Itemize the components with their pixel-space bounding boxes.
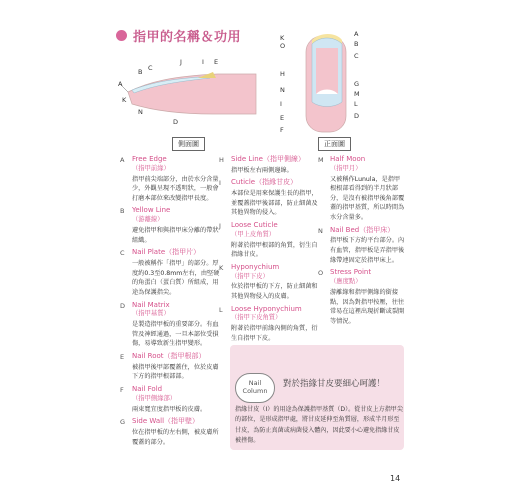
front-label-L: L	[354, 100, 358, 108]
side-view-diagram	[118, 52, 258, 137]
term-entry: J Loose Cuticle （甲上皮角質） 附著於指甲根部的角質，衍生自指緣甘皮。	[219, 221, 318, 259]
term-entry: L Loose Hyponychium （指甲下皮角質） 附著於指甲前緣內側的角質，衍生自指甲下皮。	[219, 304, 318, 342]
front-view-diagram	[280, 22, 380, 140]
bullet-dot-icon	[116, 30, 127, 41]
front-label-K: K	[280, 34, 285, 42]
front-label-F: F	[280, 126, 284, 134]
front-label-I: I	[280, 100, 282, 108]
front-label-B: B	[354, 40, 359, 48]
term-entry: B Yellow Line （游離線） 避免指甲和與指甲床分離的帶狀組織。	[120, 206, 219, 244]
term-entry: M Half Moon （指甲月） 又被稱作Lunula，是指甲根根部看得到的半月狀部分，是沒有被指甲後角部覆蓋的指甲基質，所以時間為水分含量多。	[318, 155, 405, 222]
front-view-label: 正面圖	[318, 137, 351, 151]
side-label-A: A	[118, 80, 123, 88]
page-number: 14	[390, 474, 401, 483]
page-title: 指甲的名稱＆功用	[133, 30, 242, 45]
terms-column-3	[318, 155, 406, 329]
front-label-A: A	[354, 30, 359, 38]
front-label-N: N	[280, 86, 285, 94]
front-label-G: G	[354, 80, 360, 88]
term-entry: A Free Edge （指甲前緣） 指甲前尖端部分，由於水分含量少，外觀呈現不透明狀，一般會打磨本部位來改變指甲長度。	[120, 155, 219, 202]
section-header	[116, 26, 241, 45]
side-view-label: 側面圖	[172, 137, 205, 151]
column-text: 指緣甘皮（I）的用途為保護指甲基質（D）。從甘皮上方指甲尖的部位，是形成指甲處，將甘皮延伸至角質層，形成半月形至甘皮，為防止真菌或病菌侵入體內，因此要小心避免指緣甘皮被挫傷。	[235, 406, 403, 445]
side-label-N: N	[138, 108, 143, 116]
front-label-D: D	[354, 112, 360, 120]
term-entry: F Nail Fold （指甲側緣部） 兩束寬宜度指甲板的皮膚。	[120, 384, 207, 413]
side-label-K: K	[122, 96, 127, 104]
side-label-I: I	[202, 58, 204, 66]
column-tag: Nail Column	[235, 373, 275, 403]
front-label-H: H	[280, 70, 285, 78]
front-label-M: M	[354, 90, 360, 98]
front-label-O: O	[280, 42, 286, 50]
side-label-E: E	[214, 58, 219, 66]
term-entry: E Nail Root（指甲根部） 被指甲後甲部覆蓋住，位於皮膚下方的指甲根部部。	[120, 351, 219, 381]
term-entry: H Side Line（指甲側線） 指甲板左右兩側邊線。	[219, 155, 305, 174]
terms-column-2	[219, 155, 319, 347]
side-label-D: D	[173, 118, 179, 126]
term-entry: D Nail Matrix （指甲基質） 是製造指甲板的重要部分。有血管及神經通過，一旦本部位受損傷，易導致新生指甲變形。	[120, 300, 219, 348]
term-entry: I Cuticle（指緣甘皮） 本部位是用來保護生長的指甲，並覆蓋指甲後部部，防止細菌及其他異物的侵入。	[219, 178, 318, 217]
term-entry: K Hyponychium （指甲下皮） 位於指甲板的下方，防止細菌和其他異物侵入的皮膚。	[219, 262, 318, 301]
side-label-B: B	[138, 68, 143, 76]
term-entry: O Stress Point （應度點） 游離緣和指甲側緣的銜接點，因為對指甲按壓，往往常易在這裡出現折斷或裂開等情況。	[318, 268, 405, 325]
front-label-C: C	[354, 52, 359, 60]
front-label-E: E	[280, 114, 285, 122]
nail-bed-shape	[316, 48, 338, 94]
column-title: 對於指緣甘皮要細心呵護！	[283, 379, 386, 389]
side-label-C: C	[148, 64, 153, 72]
side-label-J: J	[180, 58, 182, 66]
term-entry: N Nail Bed（指甲床） 指甲板下方約平台部分。內有血管，指甲板是弄指甲後緣帶連固定於指甲床上。	[318, 225, 405, 264]
term-entry: G Side Wall（指甲壁） 位在指甲板的左右側，被皮膚所覆蓋的部分。	[120, 417, 219, 446]
terms-column-1	[120, 155, 220, 450]
term-entry: C Nail Plate（指甲片） 一般被稱作「指甲」的部分。厚度約0.3至0.8mm左右，由堅硬的角蛋白（蛋白質）所組成，用途為保護指尖。	[120, 248, 220, 296]
